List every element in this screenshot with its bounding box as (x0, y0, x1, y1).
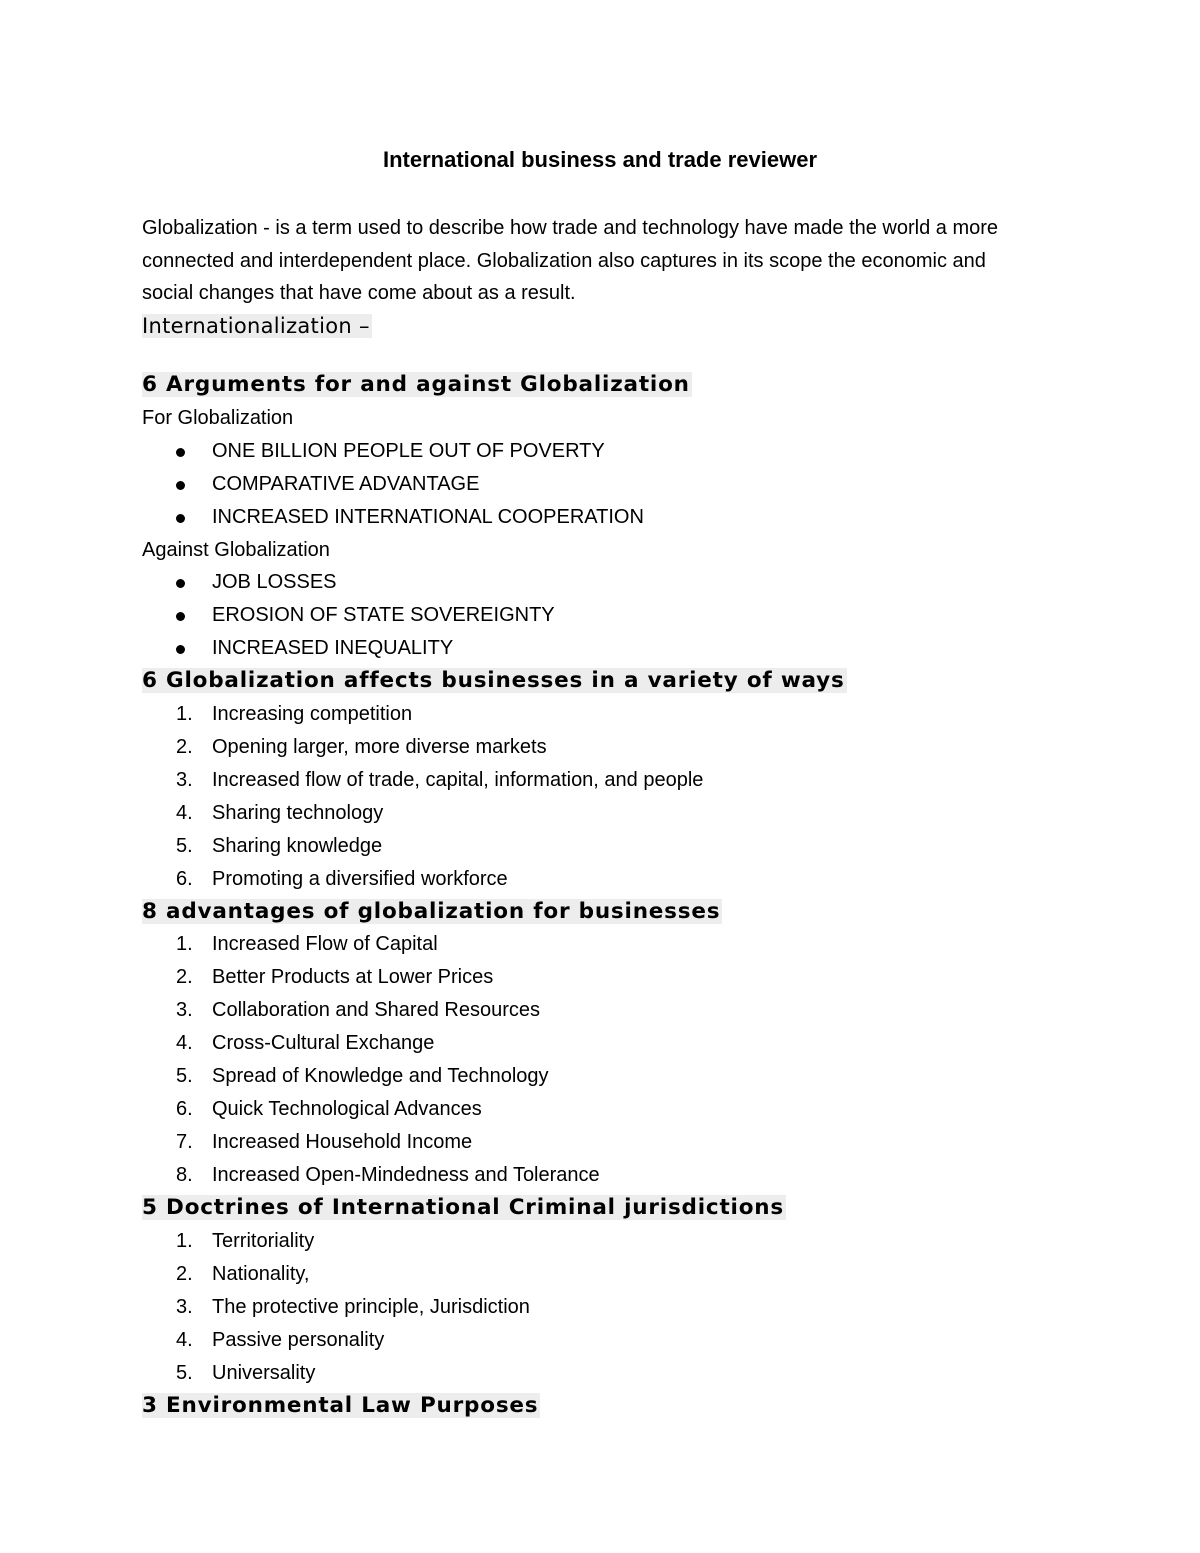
list-item (142, 1060, 1042, 1093)
internationalization-line (142, 310, 1042, 344)
list-item (142, 566, 1042, 599)
bullet-icon (176, 448, 185, 457)
list-number: 4. (176, 1328, 193, 1351)
advantages-list (142, 928, 1042, 1192)
list-number: 4. (176, 1032, 193, 1055)
list-item (142, 1324, 1042, 1357)
list-number: 5. (176, 1361, 193, 1384)
list-item-text: The protective principle, Jurisdiction (212, 1295, 530, 1318)
list-item (142, 830, 1042, 863)
list-item-text: Better Products at Lower Prices (212, 966, 494, 989)
list-item (142, 435, 1042, 468)
list-number: 3. (176, 1295, 193, 1318)
section-heading-arguments (142, 369, 1042, 402)
affects-list (142, 698, 1042, 896)
list-number: 5. (176, 1065, 193, 1088)
list-item-text: Increased Flow of Capital (212, 933, 438, 956)
list-item-text: Cross-Cultural Exchange (212, 1032, 435, 1055)
list-number: 8. (176, 1164, 193, 1187)
list-item (142, 731, 1042, 764)
list-number: 3. (176, 768, 193, 791)
list-number: 2. (176, 966, 193, 989)
list-item-text: Increasing competition (212, 702, 413, 725)
for-globalization-label: For Globalization (142, 406, 294, 429)
list-number: 2. (176, 1262, 193, 1285)
list-item (142, 928, 1042, 961)
list-item-text: Sharing technology (212, 801, 384, 824)
list-item (142, 1357, 1042, 1390)
list-item-text: Passive personality (212, 1328, 385, 1351)
list-item (142, 797, 1042, 830)
list-item-text: Collaboration and Shared Resources (212, 999, 540, 1022)
list-number: 1. (176, 1229, 193, 1252)
list-item-text: ONE BILLION PEOPLE OUT OF POVERTY (212, 439, 605, 462)
list-item-text: Universality (212, 1361, 316, 1384)
list-item (142, 1258, 1042, 1291)
section-heading-doctrines (142, 1192, 1042, 1225)
list-item-text: INCREASED INTERNATIONAL COOPERATION (212, 505, 644, 528)
affects-heading-text: 6 Globalization affects businesses in a variety of ways (142, 668, 845, 694)
list-item (142, 1093, 1042, 1126)
list-number: 3. (176, 999, 193, 1022)
list-item (142, 1159, 1042, 1192)
list-item (142, 1027, 1042, 1060)
globalization-definition: Globalization - is a term used to describe how trade and technology have made the world a more connected and interdependent place. Globalization also captures in its scope the economic and social changes that have come about as a result. (142, 217, 999, 305)
blank-line (142, 343, 1042, 369)
list-item (142, 599, 1042, 632)
list-item (142, 764, 1042, 797)
list-item-text: Promoting a diversified workforce (212, 867, 508, 890)
list-item (142, 961, 1042, 994)
list-item (142, 501, 1042, 534)
list-item-text: Increased flow of trade, capital, information, and people (212, 768, 704, 791)
list-item-text: COMPARATIVE ADVANTAGE (212, 472, 480, 495)
list-item-text: Quick Technological Advances (212, 1098, 482, 1121)
doctrines-list (142, 1225, 1042, 1390)
internationalization-term: Internationalization – (142, 313, 370, 338)
environmental-heading-text: 3 Environmental Law Purposes (142, 1392, 539, 1418)
list-item (142, 1225, 1042, 1258)
list-item-text: EROSION OF STATE SOVEREIGNTY (212, 604, 555, 627)
list-item (142, 1126, 1042, 1159)
list-item (142, 1291, 1042, 1324)
advantages-heading-text: 8 advantages of globalization for businesses (142, 898, 721, 924)
list-item-text: Nationality, (212, 1262, 310, 1285)
list-number: 5. (176, 834, 193, 857)
list-item-text: Increased Household Income (212, 1131, 473, 1154)
bullet-icon (176, 514, 185, 523)
list-item (142, 632, 1042, 665)
list-item-text: INCREASED INEQUALITY (212, 637, 454, 660)
list-item-text: Territoriality (212, 1229, 315, 1252)
list-number: 4. (176, 801, 193, 824)
list-item-text: Spread of Knowledge and Technology (212, 1065, 549, 1088)
list-number: 1. (176, 933, 193, 956)
list-item-text: Sharing knowledge (212, 834, 383, 857)
document-body (142, 212, 1042, 1423)
list-number: 6. (176, 1098, 193, 1121)
document-title: International business and trade reviewer (382, 147, 818, 172)
bullet-icon (176, 481, 185, 490)
list-number: 2. (176, 735, 193, 758)
section-heading-advantages (142, 896, 1042, 929)
against-globalization-label: Against Globalization (142, 538, 330, 561)
for-globalization-list (142, 435, 1042, 534)
list-item-text: Opening larger, more diverse markets (212, 735, 547, 758)
list-item (142, 698, 1042, 731)
section-heading-affects (142, 665, 1042, 698)
bullet-icon (176, 645, 185, 654)
list-number: 1. (176, 702, 193, 725)
against-globalization-list (142, 566, 1042, 665)
section-heading-environmental (142, 1390, 1042, 1423)
list-item (142, 468, 1042, 501)
list-number: 6. (176, 867, 193, 890)
doctrines-heading-text: 5 Doctrines of International Criminal jurisdictions (142, 1195, 784, 1221)
list-item (142, 994, 1042, 1027)
list-item-text: Increased Open-Mindedness and Tolerance (212, 1164, 600, 1187)
bullet-icon (176, 579, 185, 588)
bullet-icon (176, 612, 185, 621)
list-number: 7. (176, 1131, 193, 1154)
list-item-text: JOB LOSSES (212, 571, 337, 594)
list-item (142, 863, 1042, 896)
arguments-heading-text: 6 Arguments for and against Globalization (142, 372, 690, 398)
